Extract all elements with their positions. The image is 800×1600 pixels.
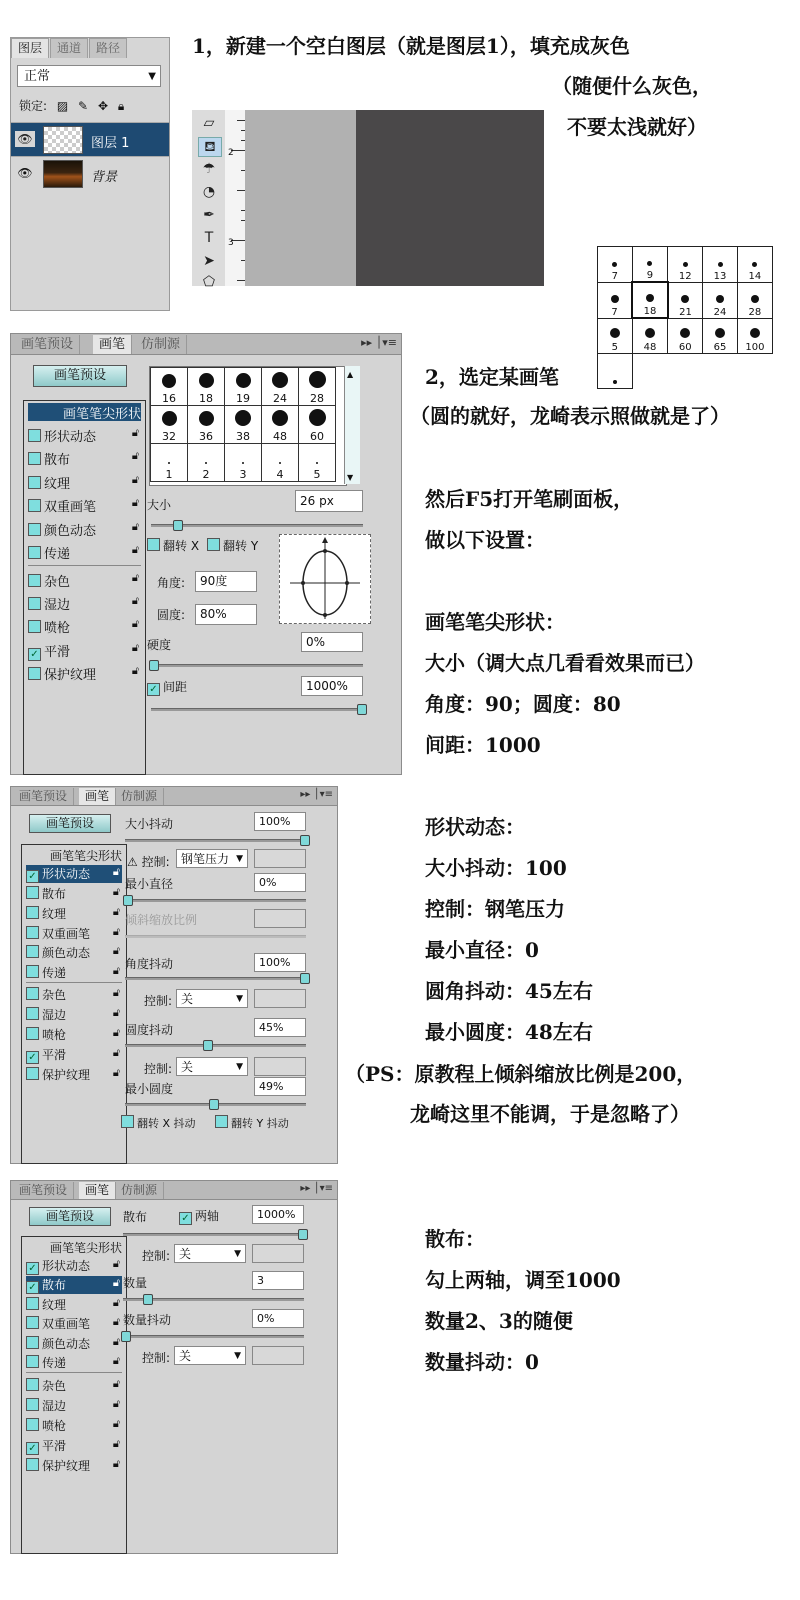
count-jitter-input[interactable]: 0% (252, 1309, 304, 1328)
lock-icon: 🔓︎ (112, 1026, 120, 1039)
panel-header (11, 787, 337, 806)
slider-knob[interactable] (203, 1040, 213, 1051)
lock-icon: 🔓︎ (131, 571, 139, 584)
spacing-input[interactable]: 1000% (301, 676, 363, 696)
tab-brush-presets[interactable]: 画笔预设 (13, 1182, 74, 1199)
blend-mode-select[interactable] (17, 65, 161, 87)
scatter-title: 散布： (425, 1227, 485, 1251)
brush-cell[interactable]: 48 (632, 318, 668, 354)
lock-icon: 🔓︎ (131, 426, 139, 439)
control-label: ⚠ 控制: (127, 855, 170, 869)
list-item-color-dynamics[interactable]: 颜色动态 🔓︎ (26, 944, 122, 961)
panel-menu-icon[interactable]: ▸▸ │▾≡ (300, 789, 333, 800)
control-extra-field (252, 1244, 304, 1263)
lock-icon: 🔓︎ (131, 617, 139, 630)
control-select[interactable]: 钢笔压力 ▼ (176, 849, 248, 868)
tab-brush-presets[interactable]: 画笔预设 (13, 788, 74, 805)
tip-cell[interactable]: 38 (225, 406, 262, 444)
canvas-dark-grey-fill (356, 110, 544, 286)
scroll-up-icon[interactable]: ▲ (347, 370, 354, 379)
tab-clone-source[interactable]: 仿制源 (135, 335, 187, 354)
lock-icon: 🔓︎ (112, 1046, 120, 1059)
slider-knob[interactable] (123, 895, 133, 906)
brush-cell[interactable]: 9 (632, 247, 668, 283)
angle-jitter-slider[interactable] (125, 977, 306, 980)
shape-dyn-size-jitter: 大小抖动：100 (425, 856, 567, 880)
control2-extra-field (254, 989, 306, 1008)
lock-all-icon[interactable]: 🔒︎ (117, 99, 125, 113)
brush-cell[interactable]: 21 (668, 282, 703, 318)
control-select[interactable]: 关 ▼ (174, 1244, 246, 1263)
roundness-jitter-label: 圆度抖动 (125, 1023, 174, 1037)
step2-line1: 2，选定某画笔 (425, 365, 559, 389)
chevron-down-icon: ▼ (148, 71, 156, 82)
lock-row (19, 97, 130, 114)
list-item-noise[interactable]: 杂色 🔓︎ (28, 571, 141, 590)
shape-dyn-roundness-jitter: 圆角抖动：45左右 (425, 979, 593, 1003)
slider-knob[interactable] (300, 835, 310, 846)
panel-header (11, 334, 401, 355)
shape-dyn-ps-note: （PS：原教程上倾斜缩放比例是200， (345, 1062, 697, 1086)
lock-icon: 🔓︎ (131, 520, 139, 533)
lock-icon: 🔓︎ (131, 664, 139, 677)
control2-extra-field (252, 1346, 304, 1365)
min-roundness-label: 最小圆度 (125, 1082, 174, 1096)
tab-channels[interactable]: 通道 (50, 38, 88, 58)
step1-line2: （随便什么灰色， (552, 74, 712, 98)
brush-presets-button[interactable]: 画笔预设 (29, 814, 111, 833)
angle-roundness-preview[interactable] (279, 534, 371, 624)
tip-cell[interactable]: 2 (188, 444, 225, 482)
size-label: 大小 (147, 498, 172, 512)
tilt-scale-slider (125, 935, 306, 938)
list-item-tip-shape[interactable]: 画笔笔尖形状 (28, 403, 141, 421)
roundness-input[interactable]: 80% (195, 604, 257, 625)
roundness-jitter-slider[interactable] (125, 1044, 306, 1047)
eraser-icon[interactable]: ▱ (203, 115, 215, 131)
list-item-scatter[interactable]: ✓ 散布 🔓︎ (26, 1276, 122, 1294)
tools-bar (192, 110, 226, 290)
dodge-icon[interactable]: ◔ (202, 184, 216, 200)
list-item-tip-shape[interactable]: 画笔笔尖形状 (49, 849, 122, 863)
lock-icon: 🔓︎ (112, 1335, 120, 1348)
min-diameter-slider[interactable] (125, 899, 306, 902)
ruler-mark: 3 (228, 238, 234, 248)
type-icon[interactable]: T (204, 230, 214, 246)
lock-icon: 🔓︎ (131, 449, 139, 462)
control2-label: 控制: (144, 994, 173, 1008)
slider-knob[interactable] (298, 1229, 308, 1240)
shape-dyn-ps-note2: 龙崎这里不能调，于是忽略了） (410, 1102, 690, 1126)
panel-menu-icon[interactable]: ▸▸ │▾≡ (361, 336, 397, 349)
list-item-noise[interactable]: 杂色 🔓︎ (26, 1377, 122, 1394)
step2-line4: 做以下设置： (425, 528, 545, 552)
lock-icon: 🔓︎ (112, 865, 120, 878)
brush-cell[interactable]: 28 (737, 282, 772, 318)
tip-shape-size: 大小（调大点几看看效果而已） (425, 651, 705, 675)
step2-line2: （圆的就好，龙崎表示照做就是了） (410, 404, 730, 428)
list-item-airbrush[interactable]: 喷枪 🔓︎ (26, 1026, 122, 1043)
layer-row-1[interactable] (11, 122, 169, 156)
control2-select[interactable]: 关 ▼ (176, 989, 248, 1008)
roundness-label: 圆度: (157, 608, 186, 622)
chevron-down-icon: ▼ (236, 854, 243, 864)
tip-cell[interactable]: 18 (188, 368, 225, 406)
hardness-label: 硬度 (147, 638, 172, 652)
scatter-input[interactable]: 1000% (252, 1205, 304, 1224)
control3-label: 控制: (144, 1062, 173, 1076)
count-jitter-label: 数量抖动 (123, 1313, 172, 1327)
tip-cell[interactable]: 3 (225, 444, 262, 482)
min-roundness-input[interactable]: 49% (254, 1077, 306, 1096)
lock-icon: 🔓︎ (112, 1296, 120, 1309)
tab-brush-presets[interactable]: 画笔预设 (15, 335, 80, 354)
list-item-transfer[interactable]: 传递 🔓︎ (26, 1354, 122, 1371)
list-item-transfer[interactable]: 传递 🔓︎ (26, 964, 122, 981)
brush-cell[interactable]: 24 (703, 282, 738, 318)
slider-knob[interactable] (357, 704, 367, 715)
count-jitter-slider[interactable] (123, 1335, 304, 1338)
layer-name: 图层 1 (91, 136, 130, 151)
blur-icon[interactable]: ☂ (202, 161, 216, 177)
brush-panel-shape-dynamics (10, 786, 338, 1164)
brush-panel-scatter (10, 1180, 338, 1554)
angle-jitter-label: 角度抖动 (125, 957, 174, 971)
slider-knob[interactable] (173, 520, 183, 531)
scatter-slider[interactable] (123, 1233, 304, 1236)
slider-knob[interactable] (209, 1099, 219, 1110)
angle-input[interactable]: 90度 (195, 571, 257, 592)
slider-knob[interactable] (143, 1294, 153, 1305)
lock-icon: 🔓︎ (112, 905, 120, 918)
list-item-scatter[interactable]: 散布 🔓︎ (26, 885, 122, 902)
layer-thumbnail (43, 126, 83, 154)
brush-cell[interactable]: 65 (703, 318, 738, 354)
ruler-mark: 2 (228, 148, 234, 158)
control3-extra-field (254, 1057, 306, 1076)
pen-icon[interactable]: ✒ (203, 207, 215, 223)
shape-dyn-control: 控制：钢笔压力 (425, 897, 565, 921)
list-item-wet-edges[interactable]: 湿边 🔓︎ (26, 1006, 122, 1023)
shape-dyn-min-roundness: 最小圆度：48左右 (425, 1020, 593, 1044)
brush-cell[interactable]: 18 (632, 282, 668, 318)
layer-name: 背景 (91, 170, 118, 185)
eye-icon[interactable]: 👁︎ (17, 166, 33, 180)
scatter-count: 数量2、3的随便 (425, 1309, 573, 1333)
lock-icon: 🔓︎ (112, 1457, 120, 1470)
panel-menu-icon[interactable]: ▸▸ │▾≡ (300, 1183, 333, 1194)
shape-dyn-title: 形状动态： (425, 815, 525, 839)
lock-icon: 🔓︎ (131, 594, 139, 607)
warning-icon: ⚠ (127, 855, 138, 869)
control-label: 控制: (142, 1249, 171, 1263)
list-item-dual-brush[interactable]: 双重画笔 🔓︎ (26, 925, 122, 942)
list-item-shape-dynamics[interactable]: ✓ 形状动态 🔓︎ (26, 1257, 122, 1275)
brush-cell[interactable]: 12 (668, 247, 703, 283)
lock-icon: 🔓︎ (112, 944, 120, 957)
flip-x-jitter-checkbox[interactable]: 翻转 X 抖动 (121, 1115, 196, 1131)
tip-cell[interactable]: 32 (151, 406, 188, 444)
brush-cell[interactable]: 14 (737, 247, 772, 283)
angle-jitter-input[interactable]: 100% (254, 953, 306, 972)
list-item-transfer[interactable]: 传递 🔓︎ (28, 543, 141, 562)
tip-cell[interactable]: 24 (262, 368, 299, 406)
brush-panel-tip-shape (10, 333, 402, 775)
list-item-tip-shape[interactable]: 画笔笔尖形状 (49, 1241, 122, 1255)
lock-icon: 🔓︎ (112, 1437, 120, 1450)
size-jitter-slider[interactable] (125, 839, 306, 842)
both-axes-checkbox[interactable]: ✓ 两轴 (179, 1207, 219, 1225)
list-item-texture[interactable]: 纹理 🔓︎ (26, 1296, 122, 1313)
lock-icon: 🔓︎ (112, 925, 120, 938)
lock-icon: 🔓︎ (131, 641, 139, 654)
tip-cell[interactable]: 4 (262, 444, 299, 482)
control2-select[interactable]: 关 ▼ (174, 1346, 246, 1365)
list-item-scatter[interactable]: 散布 🔓︎ (28, 449, 141, 468)
scatter-label: 散布 (123, 1210, 148, 1224)
path-select-icon[interactable]: ➤ (203, 253, 215, 269)
brush-cell[interactable]: 13 (703, 247, 738, 283)
tab-layers[interactable]: 图层 (11, 38, 49, 58)
list-item-noise[interactable]: 杂色 🔓︎ (26, 986, 122, 1003)
list-item-protect-texture[interactable]: 保护纹理 🔓︎ (26, 1457, 122, 1474)
list-item-smoothing[interactable]: ✓ 平滑 🔓︎ (26, 1046, 122, 1064)
list-item-airbrush[interactable]: 喷枪 🔓︎ (28, 617, 141, 636)
brush-thumbnail-grid (597, 246, 773, 380)
brush-lock-icon[interactable]: ✎ (78, 99, 89, 113)
lock-icon: 🔓︎ (112, 1066, 120, 1079)
brush-options-list (23, 400, 146, 775)
lock-icon: 🔓︎ (112, 986, 120, 999)
layer-row-background[interactable] (11, 156, 169, 190)
tilt-scale-label: 倾斜缩放比例 (125, 913, 198, 927)
shape-dyn-min-diameter: 最小直径：0 (425, 938, 539, 962)
brush-cell[interactable]: 60 (668, 318, 703, 354)
chevron-down-icon: ▼ (234, 1249, 241, 1259)
lock-icon: 🔓︎ (131, 496, 139, 509)
tab-brush[interactable]: 画笔 (93, 335, 132, 354)
lock-icon: 🔓︎ (112, 1377, 120, 1390)
list-item-color-dynamics[interactable]: 颜色动态 🔓︎ (26, 1335, 122, 1352)
layers-panel (10, 37, 170, 311)
shape-icon[interactable]: ⬠ (202, 274, 216, 290)
count-label: 数量 (123, 1276, 148, 1290)
tilt-scale-input (254, 909, 306, 928)
list-item-shape-dynamics[interactable]: ✓ 形状动态 🔓︎ (26, 865, 122, 883)
lock-icon: 🔓︎ (131, 473, 139, 486)
lock-icon: 🔓︎ (112, 1397, 120, 1410)
tab-brush[interactable]: 画笔 (79, 788, 116, 805)
control3-select[interactable]: 关 ▼ (176, 1057, 248, 1076)
chevron-down-icon: ▼ (236, 994, 243, 1004)
lock-icon: 🔓︎ (131, 543, 139, 556)
min-diameter-label: 最小直径 (125, 877, 174, 891)
chevron-down-icon: ▼ (236, 1062, 243, 1072)
scroll-down-icon[interactable]: ▼ (347, 473, 354, 482)
tip-grid-scrollbar[interactable] (344, 366, 360, 484)
blend-mode-value: 正常 (24, 69, 51, 84)
brush-presets-button[interactable]: 画笔预设 (33, 365, 127, 387)
step2-line3: 然后F5打开笔刷面板， (425, 487, 634, 511)
layer-thumbnail (43, 160, 83, 188)
lock-icon: 🔓︎ (112, 1315, 120, 1328)
flip-y-checkbox[interactable]: 翻转 Y (207, 537, 258, 554)
lock-icon: 🔓︎ (112, 1276, 120, 1289)
size-jitter-input[interactable]: 100% (254, 812, 306, 831)
angle-label: 角度: (157, 576, 186, 590)
hardness-slider[interactable] (151, 664, 363, 667)
lock-icon: 🔓︎ (112, 964, 120, 977)
tip-cell[interactable]: 36 (188, 406, 225, 444)
list-item-smoothing[interactable]: ✓ 平滑 🔓︎ (28, 641, 141, 661)
canvas-light-grey (245, 110, 356, 286)
list-item-protect-texture[interactable]: 保护纹理 🔓︎ (28, 664, 141, 683)
flip-y-jitter-checkbox[interactable]: 翻转 Y 抖动 (215, 1115, 289, 1131)
brush-options-list (21, 1236, 127, 1554)
roundness-jitter-input[interactable]: 45% (254, 1018, 306, 1037)
list-item-airbrush[interactable]: 喷枪 🔓︎ (26, 1417, 122, 1434)
lock-transparency-icon[interactable]: ▨ (56, 99, 69, 113)
move-lock-icon[interactable]: ✥ (97, 99, 108, 113)
tip-shape-angle: 角度：90；圆度：80 (425, 692, 621, 716)
flip-x-checkbox[interactable]: 翻转 X (147, 537, 199, 554)
control-extra-field (254, 849, 306, 868)
tip-shape-spacing: 间距：1000 (425, 733, 541, 757)
tab-brush[interactable]: 画笔 (79, 1182, 116, 1199)
scatter-count-jitter: 数量抖动：0 (425, 1350, 539, 1374)
scatter-both-axes: 勾上两轴，调至1000 (425, 1268, 621, 1292)
tip-cell[interactable]: 16 (151, 368, 188, 406)
brush-cell[interactable] (598, 354, 633, 389)
list-item-shape-dynamics[interactable]: 形状动态 🔓︎ (28, 426, 141, 445)
tip-cell[interactable]: 1 (151, 444, 188, 482)
slider-knob[interactable] (300, 973, 310, 984)
list-item-dual-brush[interactable]: 双重画笔 🔓︎ (28, 496, 141, 515)
panel-header (11, 1181, 337, 1200)
lock-icon: 🔓︎ (112, 1006, 120, 1019)
spacing-slider[interactable] (151, 708, 363, 711)
vertical-ruler (225, 110, 246, 286)
size-slider[interactable] (151, 524, 363, 527)
list-item-dual-brush[interactable]: 双重画笔 🔓︎ (26, 1315, 122, 1332)
list-item-wet-edges[interactable]: 湿边 🔓︎ (28, 594, 141, 613)
list-item-texture[interactable]: 纹理 🔓︎ (26, 905, 122, 922)
tab-paths[interactable]: 路径 (89, 38, 127, 58)
list-item-protect-texture[interactable]: 保护纹理 🔓︎ (26, 1066, 122, 1083)
step1-line1: 1，新建一个空白图层（就是图层1），填充成灰色 (192, 34, 630, 58)
eye-icon[interactable]: 👁︎ (15, 131, 35, 147)
list-item-wet-edges[interactable]: 湿边 🔓︎ (26, 1397, 122, 1414)
lock-icon: 🔓︎ (112, 1417, 120, 1430)
count-input[interactable]: 3 (252, 1271, 304, 1290)
tip-cell[interactable]: 5 (299, 444, 336, 482)
paint-bucket-icon[interactable]: ⛾ (198, 137, 222, 157)
lock-icon: 🔓︎ (112, 885, 120, 898)
size-jitter-label: 大小抖动 (125, 817, 174, 831)
list-item-smoothing[interactable]: ✓ 平滑 🔓︎ (26, 1437, 122, 1455)
spacing-checkbox[interactable]: ✓ 间距 (147, 678, 187, 696)
tip-cell[interactable]: 19 (225, 368, 262, 406)
tip-cell[interactable]: 60 (299, 406, 336, 444)
slider-knob[interactable] (149, 660, 159, 671)
brush-cell[interactable]: 100 (737, 318, 772, 354)
tab-clone-source[interactable]: 仿制源 (115, 788, 164, 805)
lock-label: 锁定: (19, 99, 48, 113)
lock-icon: 🔓︎ (112, 1257, 120, 1270)
lock-icon: 🔓︎ (112, 1354, 120, 1367)
slider-knob[interactable] (121, 1331, 131, 1342)
list-item-color-dynamics[interactable]: 颜色动态 🔓︎ (28, 520, 141, 539)
brush-tip-grid (149, 366, 347, 486)
min-diameter-input[interactable]: 0% (254, 873, 306, 892)
brush-cell[interactable]: 7 (598, 247, 633, 283)
brush-options-list (21, 844, 127, 1164)
brush-cell[interactable]: 7 (598, 282, 633, 318)
tab-clone-source[interactable]: 仿制源 (115, 1182, 164, 1199)
control2-label: 控制: (142, 1351, 171, 1365)
size-input[interactable]: 26 px (295, 490, 363, 512)
tip-cell[interactable]: 48 (262, 406, 299, 444)
step1-line3: 不要太浅就好） (567, 115, 707, 139)
hardness-input[interactable]: 0% (301, 632, 363, 652)
tip-cell[interactable]: 28 (299, 368, 336, 406)
brush-cell[interactable]: 5 (598, 318, 633, 354)
tip-shape-title: 画笔笔尖形状： (425, 610, 565, 634)
brush-presets-button[interactable]: 画笔预设 (29, 1207, 111, 1226)
layers-tabs (11, 38, 128, 58)
chevron-down-icon: ▼ (234, 1351, 241, 1361)
list-item-texture[interactable]: 纹理 🔓︎ (28, 473, 141, 492)
count-slider[interactable] (123, 1298, 304, 1301)
min-roundness-slider[interactable] (125, 1103, 306, 1106)
